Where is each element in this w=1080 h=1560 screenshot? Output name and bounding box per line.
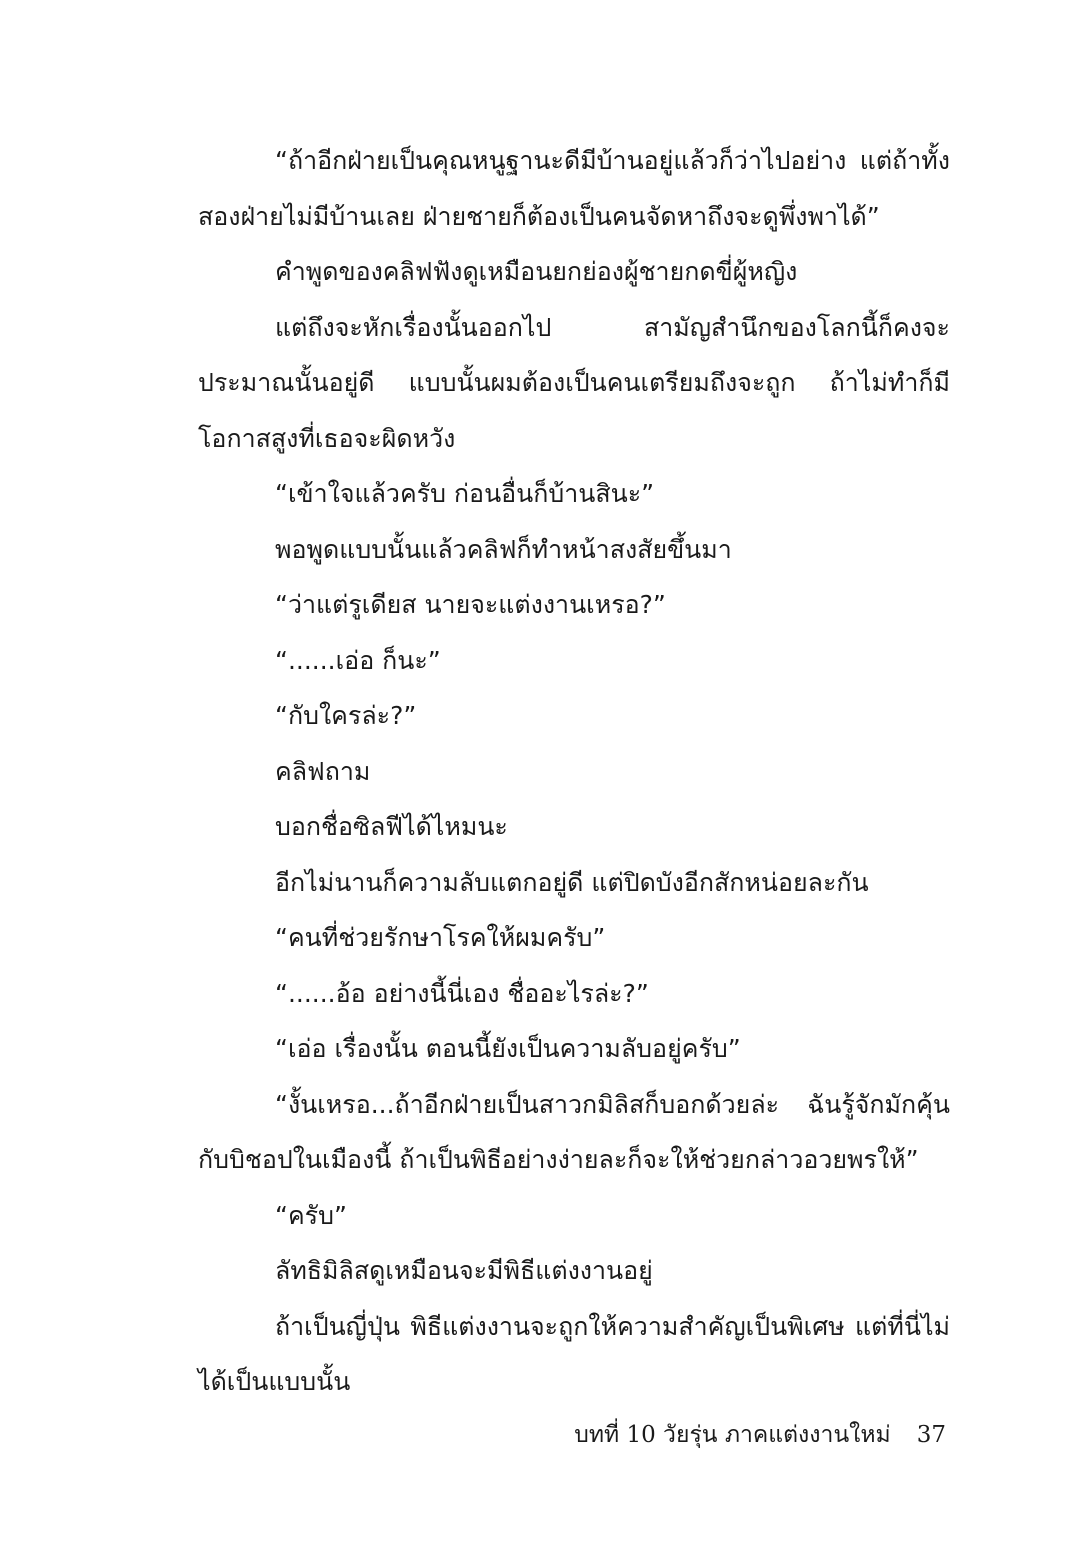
paragraph: ถ้าเป็นญี่ปุ่น พิธีแต่งงานจะถูกให้ความสำคัญเป็นพิเศษ แต่ที่นี่ไม่ได้เป็นแบบนั้น — [198, 1311, 950, 1396]
paragraph: “เข้าใจแล้วครับ ก่อนอื่นก็บ้านสินะ” — [275, 479, 655, 508]
paragraph: “กับใครล่ะ?” — [275, 701, 417, 730]
paragraph: บอกชื่อซิลฟีได้ไหมนะ — [275, 812, 508, 841]
paragraph: “ถ้าอีกฝ่ายเป็นคุณหนูฐานะดีมีบ้านอยู่แล้วก็ว่าไปอย่าง แต่ถ้าทั้งสองฝ่ายไม่มีบ้านเลย ฝ่ายชายก็ต้องเป็นคนจัดหาถึงจะดูพึ่งพาได้” — [198, 146, 950, 231]
page-number: 37 — [916, 1422, 946, 1448]
paragraph: ลัทธิมิลิสดูเหมือนจะมีพิธีแต่งงานอยู่ — [275, 1256, 653, 1285]
page-footer — [574, 1417, 946, 1453]
paragraph: “......อ้อ อย่างนี้นี่เอง ชื่ออะไรล่ะ?” — [275, 978, 649, 1008]
paragraph: แต่ถึงจะหักเรื่องนั้นออกไป สามัญสำนึกของโลกนี้ก็คงจะประมาณนั้นอยู่ดี แบบนั้นผมต้องเป็นคนเตรียมถึงจะถูก ถ้าไม่ทำก็มีโอกาสสูงที่เธอจะผิดหวัง — [198, 312, 950, 453]
paragraph: “ว่าแต่รูเดียส นายจะแต่งงานเหรอ?” — [275, 590, 666, 619]
chapter-title: บทที่ 10 วัยรุ่น ภาคแต่งงานใหม่ — [574, 1422, 891, 1448]
paragraph: “เอ่อ เรื่องนั้น ตอนนี้ยังเป็นความลับอยู่ครับ” — [275, 1034, 741, 1063]
paragraph: “ครับ” — [275, 1200, 347, 1230]
paragraph: คลิฟถาม — [275, 756, 371, 786]
body-text — [198, 133, 950, 1410]
paragraph: “คนที่ช่วยรักษาโรคให้ผมครับ” — [275, 923, 606, 952]
paragraph: “......เอ่อ ก็นะ” — [275, 645, 441, 675]
paragraph: พอพูดแบบนั้นแล้วคลิฟก็ทำหน้าสงสัยขึ้นมา — [275, 534, 732, 564]
paragraph: อีกไม่นานก็ความลับแตกอยู่ดี แต่ปิดบังอีกสักหน่อยละกัน — [275, 867, 869, 897]
paragraph: “งั้นเหรอ...ถ้าอีกฝ่ายเป็นสาวกมิลิสก็บอกด้วยล่ะ ฉันรู้จักมักคุ้นกับบิชอปในเมืองนี้ ถ้าเป็นพิธีอย่างง่ายละก็จะให้ช่วยกล่าวอวยพรให้” — [198, 1089, 950, 1174]
paragraph: คำพูดของคลิฟฟังดูเหมือนยกย่องผู้ชายกดขี่ผู้หญิง — [275, 257, 798, 286]
